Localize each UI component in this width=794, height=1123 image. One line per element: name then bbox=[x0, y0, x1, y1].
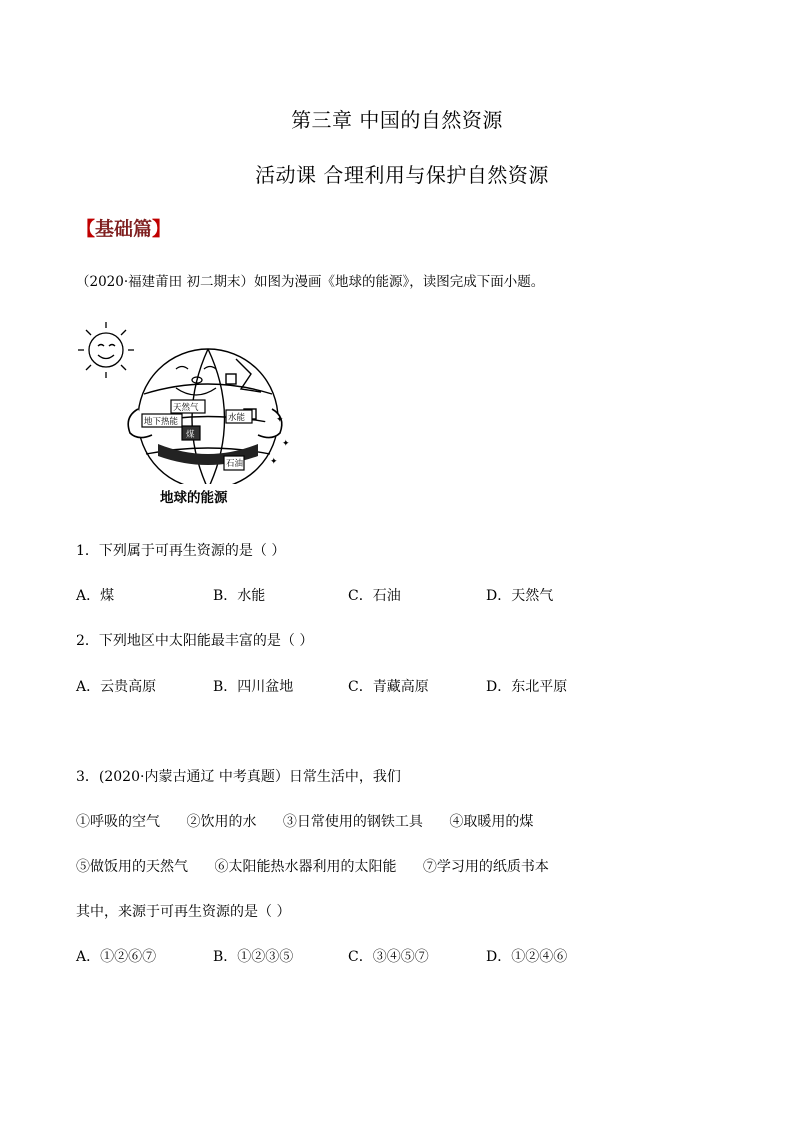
label-coal: 煤 bbox=[186, 430, 195, 440]
section-bracket-close: 】 bbox=[152, 218, 172, 240]
q3-option-a[interactable]: A．①②⑥⑦ bbox=[76, 949, 157, 965]
q3-item-3: ③日常使用的钢铁工具 bbox=[282, 814, 423, 830]
q3-item-7: ⑦学习用的纸质书本 bbox=[422, 859, 549, 875]
label-water-power: 水能 bbox=[228, 413, 246, 423]
question-1-stem: 1．下列属于可再生资源的是（ ） bbox=[76, 543, 286, 559]
label-natural-gas: 天然气 bbox=[173, 403, 199, 413]
q3-item-1: ①呼吸的空气 bbox=[76, 814, 160, 830]
chapter-title: 第三章 中国的自然资源 bbox=[291, 108, 503, 132]
q2-option-b[interactable]: B．四川盆地 bbox=[213, 679, 294, 695]
question-3-followup: 其中，来源于可再生资源的是（ ） bbox=[76, 904, 291, 920]
q1-option-c[interactable]: C．石油 bbox=[348, 588, 401, 604]
q3-option-c[interactable]: C．③④⑤⑦ bbox=[348, 949, 429, 965]
earth-energy-illustration bbox=[76, 314, 292, 484]
sun-icon bbox=[78, 322, 134, 378]
label-geothermal: 地下热能 bbox=[144, 417, 179, 427]
intro-text: （2020·福建莆田 初二期末）如图为漫画《地球的能源》，读图完成下面小题。 bbox=[76, 274, 545, 290]
question-2-stem: 2．下列地区中太阳能最丰富的是（ ） bbox=[76, 633, 314, 649]
q3-option-d[interactable]: D．①②④⑥ bbox=[486, 949, 568, 965]
q3-item-6: ⑥太阳能热水器利用的太阳能 bbox=[214, 859, 397, 875]
figure-caption: 地球的能源 bbox=[160, 490, 228, 506]
section-bracket-open: 【 bbox=[76, 218, 96, 240]
svg-text:✦: ✦ bbox=[282, 439, 290, 449]
q3-item-2: ②饮用的水 bbox=[186, 814, 257, 830]
q2-option-a[interactable]: A．云贵高原 bbox=[76, 679, 157, 695]
globe-face bbox=[176, 367, 216, 396]
q3-item-5: ⑤做饭用的天然气 bbox=[76, 859, 188, 875]
section-label: 基础篇 bbox=[95, 218, 153, 240]
q1-option-a[interactable]: A．煤 bbox=[76, 588, 115, 604]
question-3-items-line-2 bbox=[76, 856, 571, 876]
label-oil: 石油 bbox=[226, 459, 244, 469]
earth-energy-cartoon bbox=[76, 314, 292, 510]
q2-option-d[interactable]: D．东北平原 bbox=[486, 679, 568, 695]
lesson-title: 活动课 合理利用与保护自然资源 bbox=[255, 163, 549, 187]
section-heading bbox=[76, 214, 171, 241]
q1-option-d[interactable]: D．天然气 bbox=[486, 588, 554, 604]
q2-option-c[interactable]: C．青藏高原 bbox=[348, 679, 429, 695]
q3-option-b[interactable]: B．①②③⑤ bbox=[213, 949, 294, 965]
svg-text:✦: ✦ bbox=[270, 457, 278, 467]
q3-item-4: ④取暖用的煤 bbox=[449, 814, 534, 830]
svg-text:✦: ✦ bbox=[276, 415, 284, 425]
question-3-items-line-1 bbox=[76, 811, 555, 831]
q1-option-b[interactable]: B．水能 bbox=[213, 588, 266, 604]
question-3-stem: 3．(2020·内蒙古通辽 中考真题）日常生活中，我们 bbox=[76, 769, 401, 785]
